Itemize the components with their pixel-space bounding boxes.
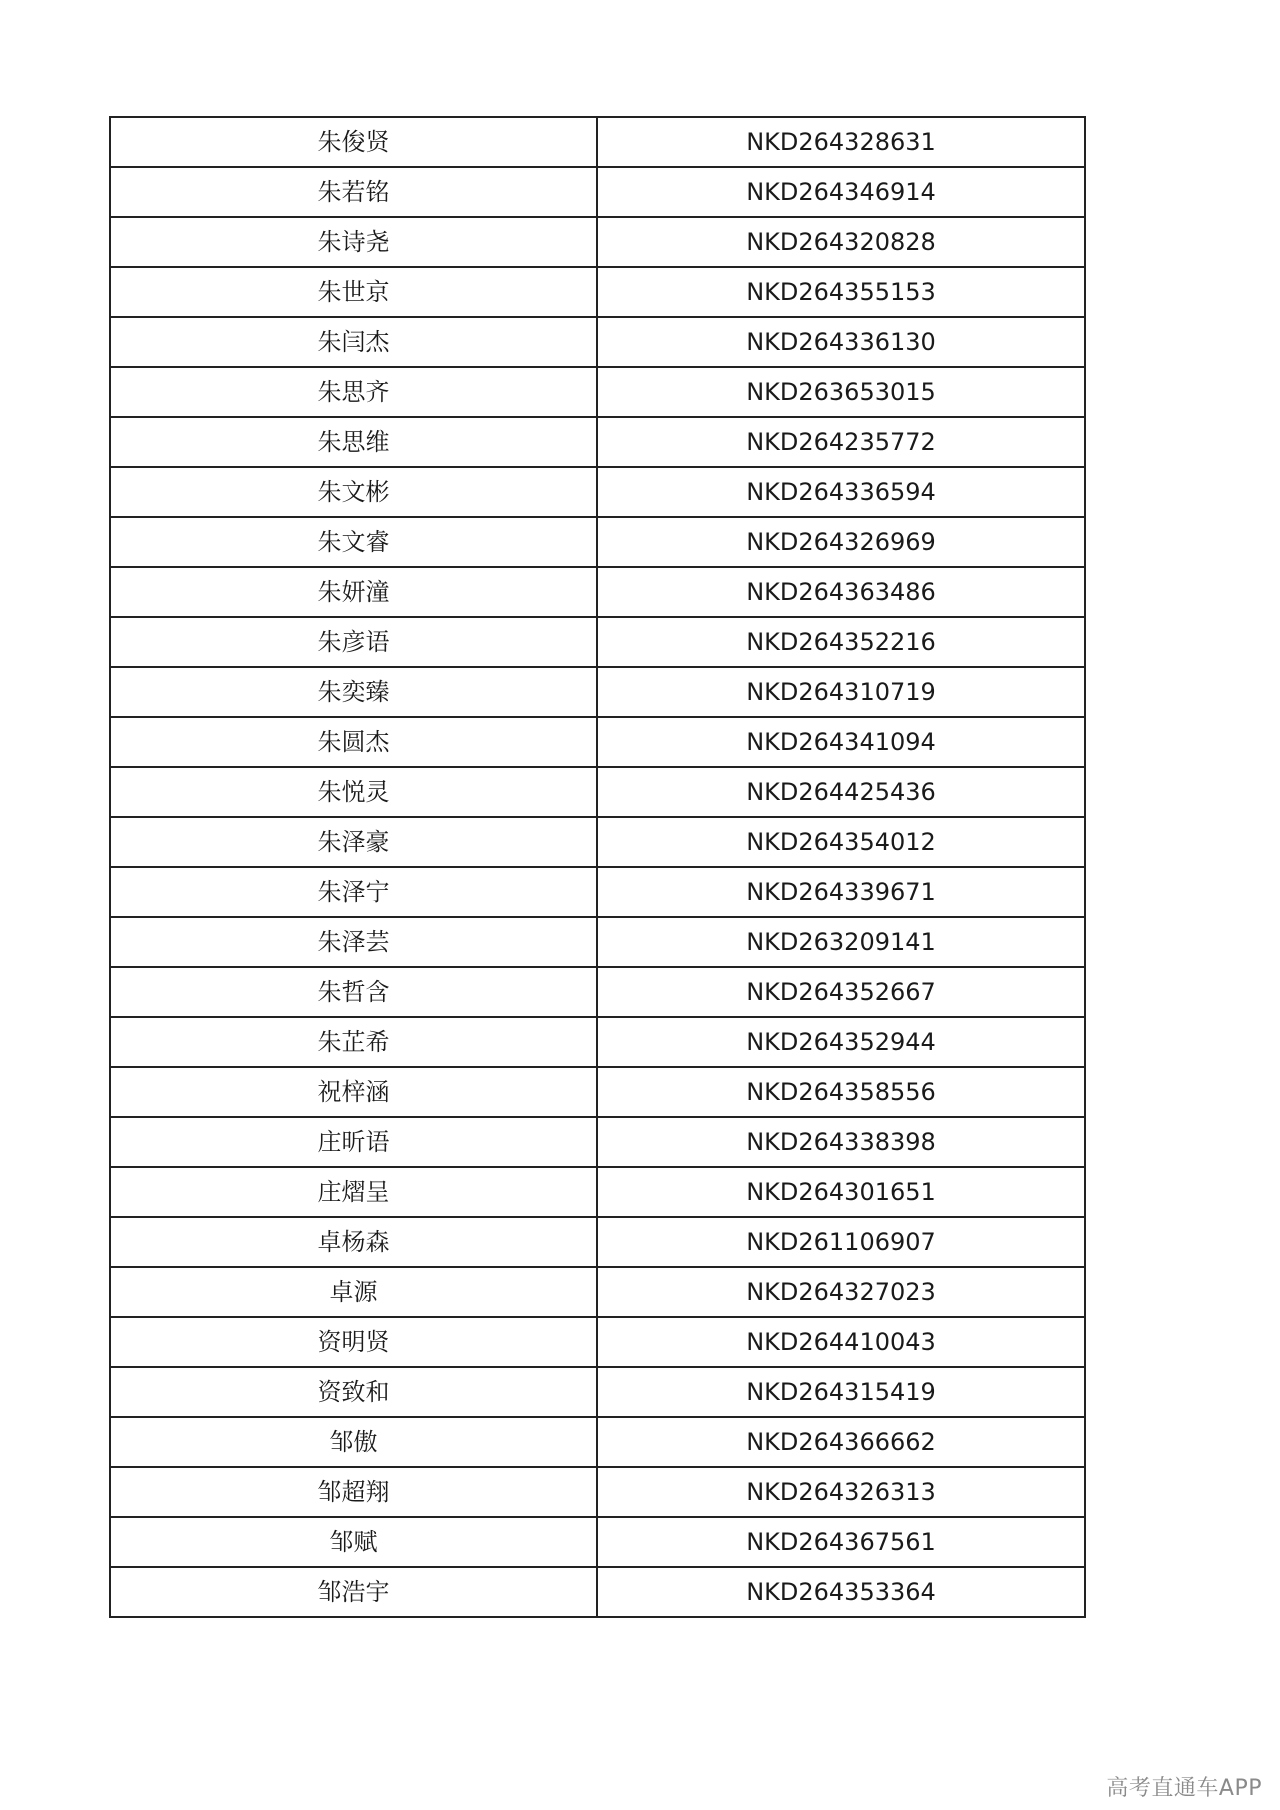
name-cell: 朱奕臻 bbox=[110, 667, 597, 717]
id-cell: NKD264336594 bbox=[597, 467, 1085, 517]
name-cell: 祝梓涵 bbox=[110, 1067, 597, 1117]
id-cell: NKD264326969 bbox=[597, 517, 1085, 567]
table-row bbox=[110, 117, 1085, 167]
name-cell: 邹浩宇 bbox=[110, 1567, 597, 1617]
table-row bbox=[110, 467, 1085, 517]
name-cell: 庄熠呈 bbox=[110, 1167, 597, 1217]
table-row bbox=[110, 167, 1085, 217]
admission-list-table bbox=[109, 116, 1086, 1618]
table-row bbox=[110, 867, 1085, 917]
name-cell: 朱思维 bbox=[110, 417, 597, 467]
id-cell: NKD264235772 bbox=[597, 417, 1085, 467]
id-cell: NKD264328631 bbox=[597, 117, 1085, 167]
table-row bbox=[110, 1217, 1085, 1267]
table-row bbox=[110, 1167, 1085, 1217]
table-row bbox=[110, 917, 1085, 967]
name-cell: 朱泽宁 bbox=[110, 867, 597, 917]
name-cell: 卓源 bbox=[110, 1267, 597, 1317]
id-cell: NKD264315419 bbox=[597, 1367, 1085, 1417]
table-row bbox=[110, 217, 1085, 267]
id-cell: NKD264367561 bbox=[597, 1517, 1085, 1567]
name-cell: 朱文睿 bbox=[110, 517, 597, 567]
id-cell: NKD264338398 bbox=[597, 1117, 1085, 1167]
name-cell: 朱圆杰 bbox=[110, 717, 597, 767]
id-cell: NKD264310719 bbox=[597, 667, 1085, 717]
table-row bbox=[110, 1567, 1085, 1617]
id-cell: NKD264355153 bbox=[597, 267, 1085, 317]
id-cell: NKD264352216 bbox=[597, 617, 1085, 667]
name-cell: 朱诗尧 bbox=[110, 217, 597, 267]
name-cell: 朱闫杰 bbox=[110, 317, 597, 367]
name-cell: 朱泽豪 bbox=[110, 817, 597, 867]
id-cell: NKD264327023 bbox=[597, 1267, 1085, 1317]
id-cell: NKD264366662 bbox=[597, 1417, 1085, 1467]
name-cell: 资致和 bbox=[110, 1367, 597, 1417]
table-row bbox=[110, 1417, 1085, 1467]
id-cell: NKD264341094 bbox=[597, 717, 1085, 767]
table-row bbox=[110, 417, 1085, 467]
table-row bbox=[110, 1317, 1085, 1367]
id-cell: NKD261106907 bbox=[597, 1217, 1085, 1267]
table-row bbox=[110, 317, 1085, 367]
table-row bbox=[110, 617, 1085, 667]
id-cell: NKD263653015 bbox=[597, 367, 1085, 417]
id-cell: NKD264320828 bbox=[597, 217, 1085, 267]
name-cell: 邹赋 bbox=[110, 1517, 597, 1567]
watermark-text: 高考直通车APP bbox=[1106, 1776, 1262, 1801]
id-cell: NKD264425436 bbox=[597, 767, 1085, 817]
name-cell: 朱思齐 bbox=[110, 367, 597, 417]
id-cell: NKD264358556 bbox=[597, 1067, 1085, 1117]
table-row bbox=[110, 1067, 1085, 1117]
table-row bbox=[110, 817, 1085, 867]
table-row bbox=[110, 1267, 1085, 1317]
table-row bbox=[110, 1117, 1085, 1167]
name-cell: 朱世京 bbox=[110, 267, 597, 317]
table-row bbox=[110, 367, 1085, 417]
name-cell: 朱妍潼 bbox=[110, 567, 597, 617]
table-row bbox=[110, 717, 1085, 767]
id-cell: NKD264410043 bbox=[597, 1317, 1085, 1367]
id-cell: NKD264352944 bbox=[597, 1017, 1085, 1067]
name-cell: 朱彦语 bbox=[110, 617, 597, 667]
id-cell: NKD264326313 bbox=[597, 1467, 1085, 1517]
table-row bbox=[110, 667, 1085, 717]
table-row bbox=[110, 1467, 1085, 1517]
name-cell: 朱悦灵 bbox=[110, 767, 597, 817]
name-cell: 朱哲含 bbox=[110, 967, 597, 1017]
table-row bbox=[110, 1367, 1085, 1417]
table-row bbox=[110, 517, 1085, 567]
id-cell: NKD264301651 bbox=[597, 1167, 1085, 1217]
id-cell: NKD264363486 bbox=[597, 567, 1085, 617]
name-cell: 朱泽芸 bbox=[110, 917, 597, 967]
table-row bbox=[110, 767, 1085, 817]
name-cell: 卓杨森 bbox=[110, 1217, 597, 1267]
name-cell: 朱俊贤 bbox=[110, 117, 597, 167]
name-cell: 朱芷希 bbox=[110, 1017, 597, 1067]
table-row bbox=[110, 1017, 1085, 1067]
id-cell: NKD264346914 bbox=[597, 167, 1085, 217]
id-cell: NKD264352667 bbox=[597, 967, 1085, 1017]
table-row bbox=[110, 1517, 1085, 1567]
id-cell: NKD264353364 bbox=[597, 1567, 1085, 1617]
table-row bbox=[110, 967, 1085, 1017]
id-cell: NKD263209141 bbox=[597, 917, 1085, 967]
id-cell: NKD264339671 bbox=[597, 867, 1085, 917]
name-cell: 朱若铭 bbox=[110, 167, 597, 217]
table-body bbox=[110, 117, 1085, 1617]
name-cell: 资明贤 bbox=[110, 1317, 597, 1367]
id-cell: NKD264354012 bbox=[597, 817, 1085, 867]
table-row bbox=[110, 267, 1085, 317]
name-cell: 朱文彬 bbox=[110, 467, 597, 517]
id-cell: NKD264336130 bbox=[597, 317, 1085, 367]
name-cell: 庄昕语 bbox=[110, 1117, 597, 1167]
table-row bbox=[110, 567, 1085, 617]
name-cell: 邹傲 bbox=[110, 1417, 597, 1467]
name-cell: 邹超翔 bbox=[110, 1467, 597, 1517]
